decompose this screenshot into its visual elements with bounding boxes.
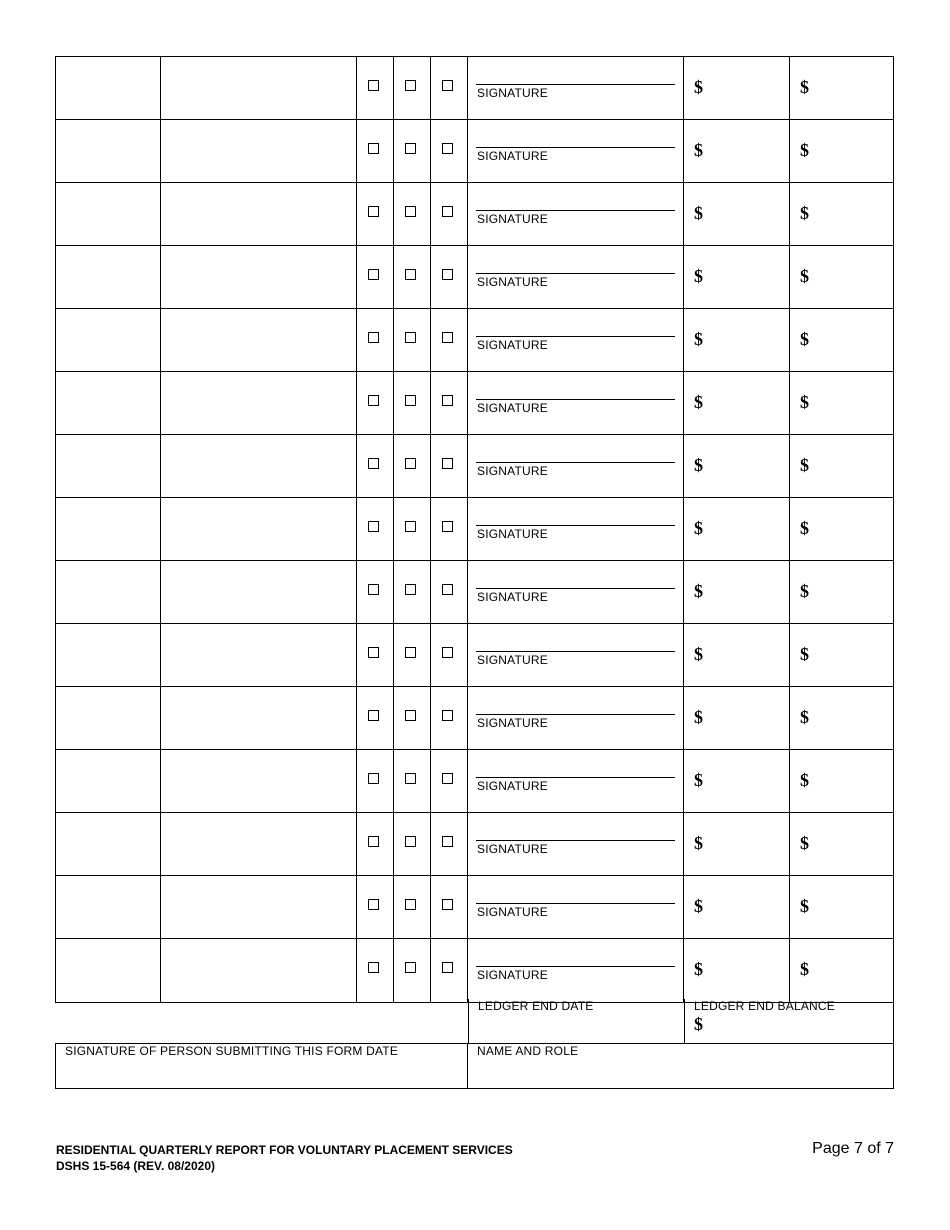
checkbox-1[interactable] xyxy=(368,206,379,217)
checkbox-3[interactable] xyxy=(442,521,453,532)
signature-label: SIGNATURE xyxy=(477,842,548,856)
balance-cell[interactable] xyxy=(790,624,893,686)
checkbox-2[interactable] xyxy=(405,521,416,532)
checkbox-cell-1 xyxy=(357,561,394,623)
signature-cell[interactable] xyxy=(468,57,684,119)
checkbox-cell-2 xyxy=(394,435,431,497)
balance-currency: $ xyxy=(800,833,809,853)
checkbox-1[interactable] xyxy=(368,647,379,658)
signature-line xyxy=(476,462,675,463)
amount-currency: $ xyxy=(694,392,703,412)
checkbox-cell-3 xyxy=(431,309,468,371)
signature-cell[interactable] xyxy=(468,246,684,308)
checkbox-cell-2 xyxy=(394,309,431,371)
date-cell[interactable] xyxy=(56,687,161,749)
signature-label: SIGNATURE xyxy=(477,212,548,226)
amount-currency: $ xyxy=(694,77,703,97)
signature-label: SIGNATURE xyxy=(477,149,548,163)
signature-cell[interactable] xyxy=(468,876,684,938)
amount-cell[interactable] xyxy=(684,750,790,812)
amount-currency: $ xyxy=(694,770,703,790)
checkbox-cell-2 xyxy=(394,120,431,182)
signature-line xyxy=(476,84,675,85)
checkbox-cell-1 xyxy=(357,939,394,1002)
checkbox-1[interactable] xyxy=(368,269,379,280)
signature-line xyxy=(476,840,675,841)
submitter-signature-date-label: SIGNATURE OF PERSON SUBMITTING THIS FORM DATE xyxy=(65,1044,399,1058)
table-row xyxy=(56,498,893,561)
balance-currency: $ xyxy=(800,896,809,916)
checkbox-cell-2 xyxy=(394,498,431,560)
description-cell[interactable] xyxy=(161,561,357,623)
table-row xyxy=(56,813,893,876)
date-cell[interactable] xyxy=(56,624,161,686)
balance-cell[interactable] xyxy=(790,57,893,119)
checkbox-cell-2 xyxy=(394,183,431,245)
checkbox-3[interactable] xyxy=(442,332,453,343)
balance-currency: $ xyxy=(800,518,809,538)
date-cell[interactable] xyxy=(56,813,161,875)
table-row xyxy=(56,309,893,372)
checkbox-cell-2 xyxy=(394,687,431,749)
signature-line xyxy=(476,273,675,274)
balance-cell[interactable] xyxy=(790,435,893,497)
checkbox-cell-1 xyxy=(357,246,394,308)
checkbox-cell-1 xyxy=(357,498,394,560)
description-cell[interactable] xyxy=(161,939,357,1002)
ledger-end-balance-field[interactable] xyxy=(684,999,894,1044)
date-cell[interactable] xyxy=(56,372,161,434)
signature-label: SIGNATURE xyxy=(477,527,548,541)
balance-cell[interactable] xyxy=(790,183,893,245)
description-cell[interactable] xyxy=(161,687,357,749)
checkbox-cell-3 xyxy=(431,57,468,119)
checkbox-cell-3 xyxy=(431,876,468,938)
signature-cell[interactable] xyxy=(468,435,684,497)
checkbox-cell-2 xyxy=(394,372,431,434)
signature-label: SIGNATURE xyxy=(477,716,548,730)
signature-label: SIGNATURE xyxy=(477,338,548,352)
checkbox-3[interactable] xyxy=(442,395,453,406)
checkbox-3[interactable] xyxy=(442,647,453,658)
checkbox-cell-2 xyxy=(394,939,431,1002)
signature-cell[interactable] xyxy=(468,687,684,749)
date-cell[interactable] xyxy=(56,876,161,938)
ledger-end-balance-label: LEDGER END BALANCE xyxy=(694,999,835,1013)
amount-currency: $ xyxy=(694,518,703,538)
checkbox-cell-2 xyxy=(394,246,431,308)
date-cell[interactable] xyxy=(56,120,161,182)
amount-cell[interactable] xyxy=(684,876,790,938)
balance-currency: $ xyxy=(800,707,809,727)
table-row xyxy=(56,57,893,120)
checkbox-3[interactable] xyxy=(442,584,453,595)
table-row xyxy=(56,372,893,435)
amount-cell[interactable] xyxy=(684,561,790,623)
date-cell[interactable] xyxy=(56,498,161,560)
signature-label: SIGNATURE xyxy=(477,905,548,919)
table-row xyxy=(56,876,893,939)
balance-currency: $ xyxy=(800,959,809,979)
checkbox-3[interactable] xyxy=(442,962,453,973)
balance-currency: $ xyxy=(800,581,809,601)
table-row xyxy=(56,624,893,687)
checkbox-2[interactable] xyxy=(405,836,416,847)
name-and-role-label: NAME AND ROLE xyxy=(477,1044,579,1058)
amount-cell[interactable] xyxy=(684,183,790,245)
checkbox-cell-3 xyxy=(431,435,468,497)
amount-currency: $ xyxy=(694,581,703,601)
description-cell[interactable] xyxy=(161,183,357,245)
amount-cell[interactable] xyxy=(684,498,790,560)
date-cell[interactable] xyxy=(56,246,161,308)
checkbox-cell-1 xyxy=(357,624,394,686)
signature-label: SIGNATURE xyxy=(477,653,548,667)
form-code: DSHS 15-564 (REV. 08/2020) xyxy=(56,1159,215,1173)
balance-cell[interactable] xyxy=(790,498,893,560)
date-cell[interactable] xyxy=(56,561,161,623)
form-title: RESIDENTIAL QUARTERLY REPORT FOR VOLUNTARY PLACEMENT SERVICES xyxy=(56,1143,513,1157)
name-and-role-field[interactable] xyxy=(468,1044,893,1088)
checkbox-2[interactable] xyxy=(405,710,416,721)
checkbox-3[interactable] xyxy=(442,710,453,721)
signature-line xyxy=(476,966,675,967)
checkbox-cell-1 xyxy=(357,57,394,119)
amount-cell[interactable] xyxy=(684,309,790,371)
checkbox-cell-1 xyxy=(357,435,394,497)
balance-currency: $ xyxy=(800,770,809,790)
balance-currency: $ xyxy=(800,392,809,412)
amount-currency: $ xyxy=(694,896,703,916)
checkbox-1[interactable] xyxy=(368,962,379,973)
checkbox-2[interactable] xyxy=(405,80,416,91)
checkbox-3[interactable] xyxy=(442,773,453,784)
amount-currency: $ xyxy=(694,140,703,160)
amount-currency: $ xyxy=(694,644,703,664)
amount-cell[interactable] xyxy=(684,687,790,749)
balance-cell[interactable] xyxy=(790,813,893,875)
checkbox-2[interactable] xyxy=(405,206,416,217)
checkbox-cell-2 xyxy=(394,624,431,686)
checkbox-3[interactable] xyxy=(442,80,453,91)
signature-cell[interactable] xyxy=(468,939,684,1002)
amount-cell[interactable] xyxy=(684,813,790,875)
checkbox-cell-1 xyxy=(357,372,394,434)
balance-currency: $ xyxy=(800,329,809,349)
checkbox-1[interactable] xyxy=(368,710,379,721)
balance-cell[interactable] xyxy=(790,876,893,938)
signature-label: SIGNATURE xyxy=(477,590,548,604)
balance-cell[interactable] xyxy=(790,561,893,623)
signature-label: SIGNATURE xyxy=(477,464,548,478)
balance-cell[interactable] xyxy=(790,120,893,182)
signature-line xyxy=(476,336,675,337)
checkbox-1[interactable] xyxy=(368,458,379,469)
ledger-end-date-label: LEDGER END DATE xyxy=(478,999,594,1013)
signature-label: SIGNATURE xyxy=(477,779,548,793)
amount-cell[interactable] xyxy=(684,120,790,182)
checkbox-2[interactable] xyxy=(405,647,416,658)
submitter-signature-date-field[interactable] xyxy=(56,1044,468,1088)
checkbox-cell-3 xyxy=(431,687,468,749)
checkbox-2[interactable] xyxy=(405,395,416,406)
checkbox-cell-3 xyxy=(431,120,468,182)
date-cell[interactable] xyxy=(56,57,161,119)
signature-cell[interactable] xyxy=(468,372,684,434)
amount-cell[interactable] xyxy=(684,435,790,497)
checkbox-cell-3 xyxy=(431,246,468,308)
checkbox-cell-2 xyxy=(394,750,431,812)
signature-line xyxy=(476,714,675,715)
checkbox-2[interactable] xyxy=(405,962,416,973)
checkbox-1[interactable] xyxy=(368,773,379,784)
ledger-summary-spacer xyxy=(55,999,468,1044)
checkbox-cell-3 xyxy=(431,813,468,875)
balance-cell[interactable] xyxy=(790,750,893,812)
balance-cell[interactable] xyxy=(790,309,893,371)
date-cell[interactable] xyxy=(56,435,161,497)
amount-cell[interactable] xyxy=(684,246,790,308)
signature-label: SIGNATURE xyxy=(477,86,548,100)
date-cell[interactable] xyxy=(56,939,161,1002)
checkbox-3[interactable] xyxy=(442,269,453,280)
checkbox-2[interactable] xyxy=(405,773,416,784)
checkbox-2[interactable] xyxy=(405,143,416,154)
checkbox-cell-3 xyxy=(431,498,468,560)
amount-cell[interactable] xyxy=(684,372,790,434)
amount-cell[interactable] xyxy=(684,57,790,119)
checkbox-3[interactable] xyxy=(442,206,453,217)
signature-cell[interactable] xyxy=(468,624,684,686)
checkbox-cell-1 xyxy=(357,876,394,938)
checkbox-1[interactable] xyxy=(368,836,379,847)
description-cell[interactable] xyxy=(161,120,357,182)
checkbox-3[interactable] xyxy=(442,836,453,847)
balance-cell[interactable] xyxy=(790,687,893,749)
table-row xyxy=(56,246,893,309)
table-row xyxy=(56,435,893,498)
checkbox-cell-3 xyxy=(431,624,468,686)
balance-currency: $ xyxy=(800,266,809,286)
checkbox-cell-3 xyxy=(431,939,468,1002)
checkbox-1[interactable] xyxy=(368,332,379,343)
checkbox-3[interactable] xyxy=(442,899,453,910)
balance-currency: $ xyxy=(800,140,809,160)
signature-line xyxy=(476,588,675,589)
date-cell[interactable] xyxy=(56,309,161,371)
table-row xyxy=(56,750,893,813)
checkbox-cell-1 xyxy=(357,813,394,875)
signature-cell[interactable] xyxy=(468,498,684,560)
signature-cell[interactable] xyxy=(468,813,684,875)
ledger-table xyxy=(55,56,894,1003)
checkbox-1[interactable] xyxy=(368,584,379,595)
amount-currency: $ xyxy=(694,707,703,727)
balance-currency: $ xyxy=(800,77,809,97)
amount-cell[interactable] xyxy=(684,624,790,686)
signature-line xyxy=(476,651,675,652)
signature-cell[interactable] xyxy=(468,120,684,182)
ledger-end-balance-currency: $ xyxy=(694,1014,703,1034)
balance-cell[interactable] xyxy=(790,246,893,308)
checkbox-1[interactable] xyxy=(368,143,379,154)
description-cell[interactable] xyxy=(161,309,357,371)
signature-line xyxy=(476,903,675,904)
checkbox-cell-1 xyxy=(357,750,394,812)
signature-cell[interactable] xyxy=(468,750,684,812)
table-row xyxy=(56,687,893,750)
checkbox-cell-1 xyxy=(357,183,394,245)
date-cell[interactable] xyxy=(56,183,161,245)
checkbox-2[interactable] xyxy=(405,332,416,343)
signature-label: SIGNATURE xyxy=(477,401,548,415)
description-cell[interactable] xyxy=(161,246,357,308)
balance-currency: $ xyxy=(800,455,809,475)
amount-currency: $ xyxy=(694,266,703,286)
checkbox-2[interactable] xyxy=(405,458,416,469)
checkbox-2[interactable] xyxy=(405,584,416,595)
checkbox-cell-3 xyxy=(431,750,468,812)
checkbox-3[interactable] xyxy=(442,458,453,469)
table-row xyxy=(56,561,893,624)
checkbox-cell-2 xyxy=(394,876,431,938)
amount-currency: $ xyxy=(694,833,703,853)
description-cell[interactable] xyxy=(161,372,357,434)
description-cell[interactable] xyxy=(161,57,357,119)
description-cell[interactable] xyxy=(161,876,357,938)
signature-cell[interactable] xyxy=(468,183,684,245)
checkbox-cell-3 xyxy=(431,561,468,623)
checkbox-cell-3 xyxy=(431,372,468,434)
page-number: Page 7 of 7 xyxy=(812,1140,894,1157)
description-cell[interactable] xyxy=(161,813,357,875)
table-row xyxy=(56,939,893,1002)
checkbox-cell-1 xyxy=(357,120,394,182)
description-cell[interactable] xyxy=(161,624,357,686)
signature-line xyxy=(476,777,675,778)
description-cell[interactable] xyxy=(161,498,357,560)
amount-currency: $ xyxy=(694,959,703,979)
table-row xyxy=(56,120,893,183)
checkbox-2[interactable] xyxy=(405,269,416,280)
signature-cell[interactable] xyxy=(468,309,684,371)
checkbox-cell-2 xyxy=(394,57,431,119)
balance-cell[interactable] xyxy=(790,372,893,434)
checkbox-1[interactable] xyxy=(368,899,379,910)
checkbox-2[interactable] xyxy=(405,899,416,910)
amount-currency: $ xyxy=(694,455,703,475)
ledger-summary xyxy=(55,999,894,1044)
table-row xyxy=(56,183,893,246)
signature-line xyxy=(476,210,675,211)
signature-line xyxy=(476,399,675,400)
checkbox-cell-2 xyxy=(394,813,431,875)
checkbox-cell-3 xyxy=(431,183,468,245)
checkbox-cell-1 xyxy=(357,687,394,749)
submitter-row xyxy=(55,1043,894,1089)
checkbox-1[interactable] xyxy=(368,80,379,91)
description-cell[interactable] xyxy=(161,750,357,812)
balance-currency: $ xyxy=(800,644,809,664)
signature-label: SIGNATURE xyxy=(477,968,548,982)
checkbox-1[interactable] xyxy=(368,395,379,406)
balance-cell[interactable] xyxy=(790,939,893,1002)
checkbox-1[interactable] xyxy=(368,521,379,532)
checkbox-3[interactable] xyxy=(442,143,453,154)
signature-cell[interactable] xyxy=(468,561,684,623)
amount-cell[interactable] xyxy=(684,939,790,1002)
ledger-end-date-field[interactable] xyxy=(468,999,684,1044)
description-cell[interactable] xyxy=(161,435,357,497)
signature-line xyxy=(476,147,675,148)
checkbox-cell-1 xyxy=(357,309,394,371)
date-cell[interactable] xyxy=(56,750,161,812)
signature-line xyxy=(476,525,675,526)
amount-currency: $ xyxy=(694,329,703,349)
balance-currency: $ xyxy=(800,203,809,223)
signature-label: SIGNATURE xyxy=(477,275,548,289)
amount-currency: $ xyxy=(694,203,703,223)
checkbox-cell-2 xyxy=(394,561,431,623)
